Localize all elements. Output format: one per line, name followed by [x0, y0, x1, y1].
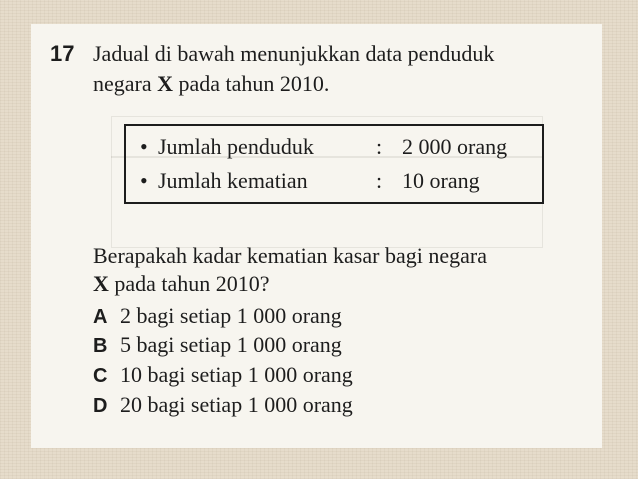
bullet-icon: •: [140, 168, 148, 193]
data-label: Jumlah kematian: [158, 168, 308, 193]
data-row-deaths: [140, 168, 480, 194]
stem-text-post: pada tahun 2010.: [173, 71, 330, 96]
stem-text-pre: negara: [93, 71, 158, 96]
data-table: [124, 124, 544, 204]
data-row-population: [140, 134, 507, 160]
data-label: Jumlah penduduk: [158, 134, 314, 159]
question-prompt-line-2: [93, 270, 270, 298]
prompt-text-post: pada tahun 2010?: [108, 271, 270, 296]
data-value: 2 000 orang: [402, 134, 508, 159]
option-letter: A: [93, 306, 108, 328]
question-stem-line-2: [93, 70, 329, 98]
country-label: X: [157, 71, 174, 96]
option-letter: B: [93, 335, 108, 357]
option-letter: D: [93, 395, 108, 417]
data-value: 10 orang: [402, 168, 480, 193]
question-stem-line-1: Jadual di bawah menunjukkan data penduduk: [93, 41, 495, 66]
option-letter: C: [93, 365, 108, 387]
option-b[interactable]: [93, 332, 342, 358]
option-text: 10 bagi setiap 1 000 orang: [120, 362, 353, 387]
bullet-icon: •: [140, 134, 148, 159]
data-colon: :: [376, 168, 383, 193]
option-text: 2 bagi setiap 1 000 orang: [120, 303, 342, 328]
option-c[interactable]: [93, 362, 353, 388]
exam-page: [31, 24, 602, 448]
country-label: X: [93, 271, 109, 296]
data-colon: :: [376, 134, 383, 159]
option-d[interactable]: [93, 392, 353, 418]
option-text: 20 bagi setiap 1 000 orang: [120, 392, 353, 417]
option-a[interactable]: [93, 303, 342, 329]
question-number: 17: [50, 41, 75, 66]
question-prompt-line-1: Berapakah kadar kematian kasar bagi negara: [93, 243, 487, 268]
option-text: 5 bagi setiap 1 000 orang: [120, 332, 342, 357]
